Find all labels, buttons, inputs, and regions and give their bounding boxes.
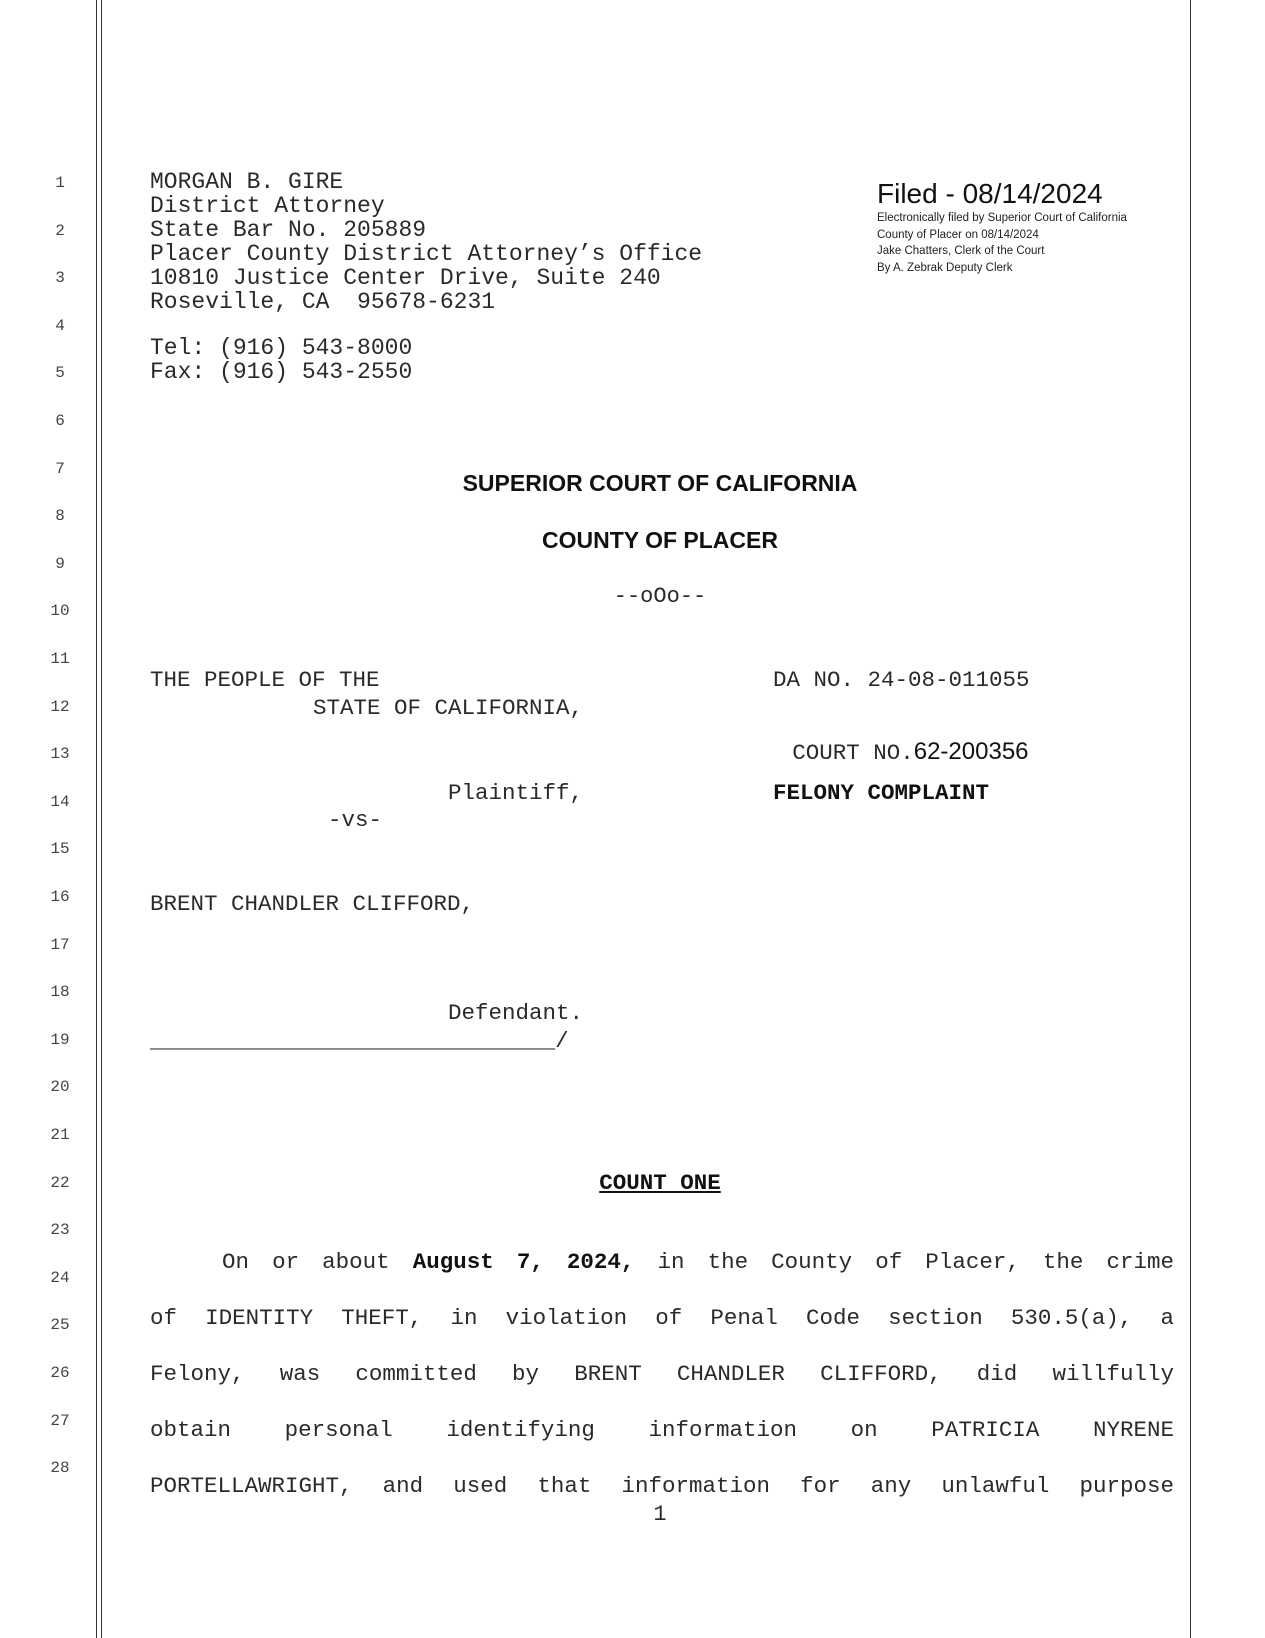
- court-number-label: COURT NO.: [792, 740, 914, 766]
- attorney-header: [150, 170, 702, 384]
- da-number: DA NO. 24-08-011055: [773, 667, 1030, 693]
- people-line-2: STATE OF CALIFORNIA,: [313, 695, 584, 721]
- filed-note-line-2: County of Placer on 08/14/2024: [877, 228, 1039, 241]
- filed-note-line-4: By A. Zebrak Deputy Clerk: [877, 261, 1013, 274]
- count-line-1-start: On or about: [222, 1249, 390, 1275]
- line-number: 19: [50, 1030, 70, 1049]
- line-number: 28: [50, 1459, 70, 1478]
- filed-date: Filed - 08/14/2024: [877, 178, 1103, 209]
- line-number: 20: [50, 1078, 70, 1097]
- line-number: 3: [55, 269, 65, 288]
- court-name: SUPERIOR COURT OF CALIFORNIA: [462, 470, 858, 496]
- count-heading-wrap: [0, 1170, 1265, 1196]
- people-line-1: THE PEOPLE OF THE: [150, 667, 380, 693]
- line-number: 15: [50, 840, 70, 859]
- plaintiff-label: Plaintiff,: [448, 780, 584, 806]
- line-number: 16: [50, 888, 70, 906]
- line-number: 27: [50, 1411, 70, 1430]
- line-number: 26: [50, 1364, 70, 1382]
- count-line-4: obtain personal identifying information on PATRICIA NYRENE: [150, 1417, 1174, 1443]
- line-number: 5: [55, 364, 65, 383]
- defendant-name: BRENT CHANDLER CLIFFORD,: [150, 891, 475, 917]
- left-margin-rule-outer: [96, 0, 97, 1638]
- line-number: 8: [55, 507, 65, 526]
- count-line-3: Felony, was committed by BRENT CHANDLER CLIFFORD, did willfully: [150, 1361, 1174, 1387]
- filing-stamp: [877, 178, 1127, 276]
- right-margin-rule: [1190, 0, 1191, 1638]
- fax: Fax: (916) 543-2550: [150, 359, 413, 385]
- count-line-5: PORTELLAWRIGHT, and used that information for any unlawful purpose: [150, 1473, 1174, 1499]
- document-type: FELONY COMPLAINT: [773, 780, 990, 806]
- line-number: 2: [55, 221, 65, 240]
- office-address-street: 10810 Justice Center Drive, Suite 240: [150, 265, 661, 291]
- line-number: 1: [55, 174, 65, 192]
- line-number: 6: [55, 412, 65, 430]
- line-number: 9: [55, 554, 65, 573]
- count-line-1-end: in the County of Placer, the crime: [657, 1249, 1174, 1275]
- section-divider: --oOo--: [613, 584, 707, 609]
- line-number: 21: [50, 1126, 70, 1144]
- count-line-1: [150, 1234, 1174, 1290]
- court-county: COUNTY OF PLACER: [542, 527, 778, 553]
- line-number: 17: [50, 935, 70, 954]
- versus-label: -vs-: [328, 807, 383, 833]
- state-bar-number: State Bar No. 205889: [150, 217, 427, 243]
- line-number: 11: [50, 650, 70, 668]
- line-number: 4: [55, 316, 65, 335]
- attorney-title: District Attorney: [150, 193, 385, 219]
- office-address-city: Roseville, CA 95678-6231: [150, 289, 496, 315]
- left-margin-rule-inner: [101, 0, 102, 1638]
- telephone: Tel: (916) 543-8000: [150, 335, 413, 361]
- line-number: 18: [50, 983, 70, 1002]
- office-name: Placer County District Attorney’s Office: [150, 241, 703, 267]
- offense-date: August 7, 2024,: [412, 1249, 635, 1275]
- filed-note-line-3: Jake Chatters, Clerk of the Court: [877, 245, 1045, 257]
- line-number: 23: [50, 1221, 70, 1240]
- court-number: [773, 720, 1029, 766]
- line-number: 13: [50, 745, 70, 764]
- line-number: 22: [50, 1173, 70, 1192]
- page-number: 1: [653, 1502, 667, 1527]
- caption-closing-line: ______________________________/: [150, 1028, 569, 1054]
- filed-note-line-1: Electronically filed by Superior Court of California: [877, 212, 1127, 224]
- count-heading: COUNT ONE: [599, 1170, 721, 1196]
- defendant-label: Defendant.: [448, 1000, 584, 1026]
- attorney-name: MORGAN B. GIRE: [150, 169, 344, 195]
- line-number: 24: [50, 1268, 70, 1287]
- court-number-value: 62-200356: [913, 738, 1029, 765]
- line-number: 10: [50, 602, 70, 621]
- line-number: 14: [50, 792, 70, 811]
- count-line-2: of IDENTITY THEFT, in violation of Penal Code section 530.5(a), a: [150, 1305, 1174, 1331]
- line-number: 7: [55, 459, 65, 478]
- count-body: [150, 1234, 1174, 1514]
- line-number: 25: [50, 1316, 70, 1335]
- line-number: 12: [50, 697, 70, 716]
